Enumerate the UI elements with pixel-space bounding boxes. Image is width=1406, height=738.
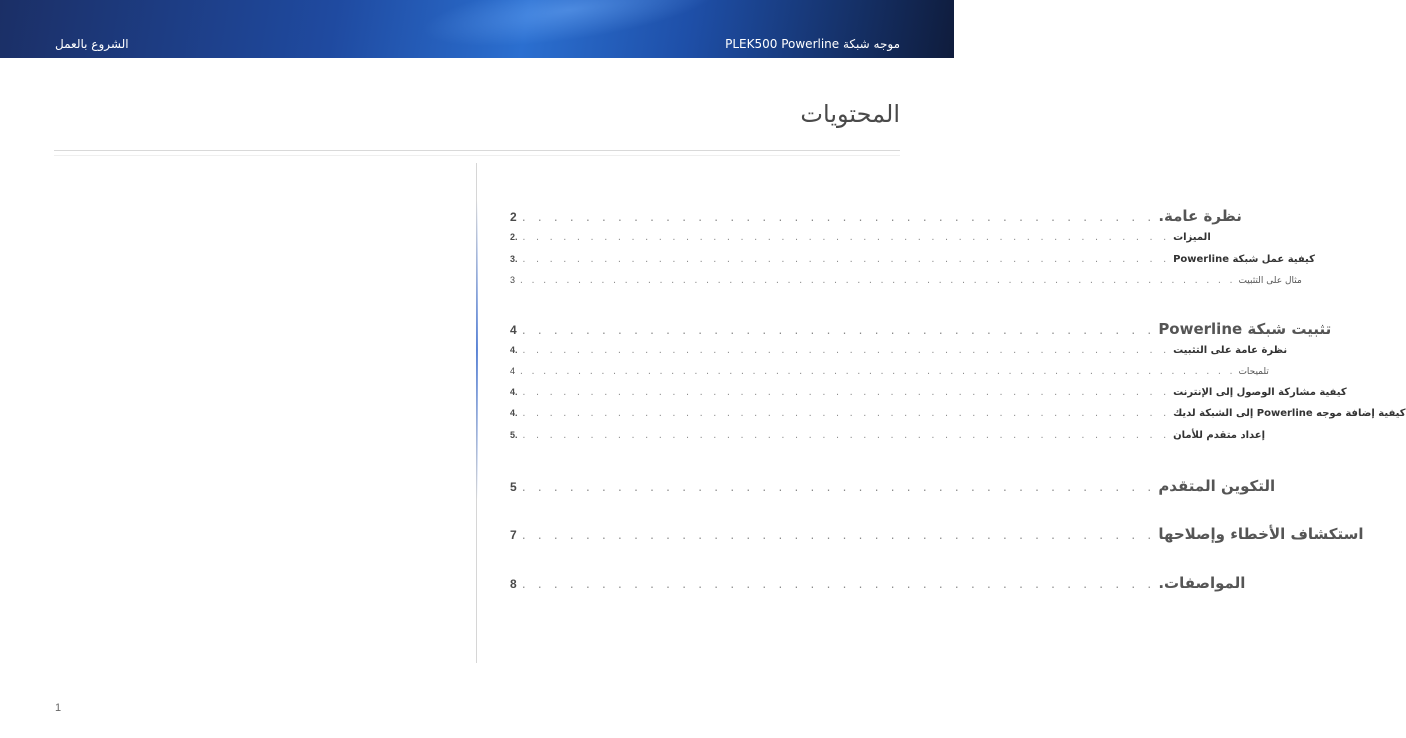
toc-leader-dots: . . . . . . . . . . . . . . . . . . . . . . . . . . . . . . . . . . . . . . . . xyxy=(520,326,1155,337)
toc-entry[interactable] xyxy=(510,254,1315,272)
toc-entry-label: كيفية إضافة موجه Powerline إلى الشبكة لديك xyxy=(1173,408,1406,419)
toc-page-number: 2. xyxy=(510,232,518,242)
toc-leader-dots: . . . . . . . . . . . . . . . . . . . . . . . . . . . . . . . . . . . . . . . . . . . . . . . . xyxy=(521,255,1170,264)
toc-page-number: 5 xyxy=(510,480,517,494)
page-header xyxy=(0,0,954,58)
page-title: المحتويات xyxy=(800,100,900,128)
toc-leader-dots: . . . . . . . . . . . . . . . . . . . . . . . . . . . . . . . . . . . . . . . . . . . . . . . . xyxy=(521,233,1170,242)
toc-page-number: 5. xyxy=(510,430,518,440)
toc-page-number: 3. xyxy=(510,254,518,264)
toc-entry-label: كيفية مشاركة الوصول إلى الإنترنت xyxy=(1173,387,1347,398)
toc-entry-label: تثبيت شبكة Powerline xyxy=(1158,320,1332,338)
toc-entry-label: المواصفات. xyxy=(1158,574,1246,592)
toc-entry[interactable] xyxy=(510,574,1246,592)
header-section-title: الشروع بالعمل xyxy=(55,37,129,51)
toc-leader-dots: . . . . . . . . . . . . . . . . . . . . . . . . . . . . . . . . . . . . . . . . . . . . . . . . xyxy=(521,409,1170,418)
toc-entry-label: نظرة عامة. xyxy=(1158,207,1242,225)
header-highlight xyxy=(417,0,722,61)
toc-entry[interactable] xyxy=(510,320,1332,338)
toc-entry[interactable] xyxy=(510,207,1242,225)
toc-page-number: 2 xyxy=(510,210,517,224)
page-number: 1 xyxy=(55,702,62,714)
toc-entry[interactable] xyxy=(510,477,1276,495)
toc-page-number: 4 xyxy=(510,323,517,337)
title-divider xyxy=(54,150,900,151)
toc-entry[interactable] xyxy=(510,345,1288,363)
toc-entry-label: تلميحات xyxy=(1238,367,1269,377)
toc-page-number: 4 xyxy=(510,366,516,376)
toc-entry[interactable] xyxy=(510,232,1211,250)
toc-page-number: 4. xyxy=(510,345,518,355)
toc-page-number: 4. xyxy=(510,387,518,397)
toc-entry[interactable] xyxy=(510,525,1364,543)
toc-leader-dots: . . . . . . . . . . . . . . . . . . . . . . . . . . . . . . . . . . . . . . . . . . . . . . . . xyxy=(521,346,1170,355)
title-divider-secondary xyxy=(54,155,900,156)
toc-entry-label: الميزات xyxy=(1173,232,1211,243)
toc-page-number: 4. xyxy=(510,408,518,418)
toc-leader-dots: . . . . . . . . . . . . . . . . . . . . . . . . . . . . . . . . . . . . . . . . . . . . . . . . xyxy=(521,388,1170,397)
toc-entry-label: استكشاف الأخطاء وإصلاحها xyxy=(1158,525,1364,543)
toc-page-number: 3 xyxy=(510,275,516,285)
toc-page-number: 8 xyxy=(510,577,517,591)
toc-entry[interactable] xyxy=(510,387,1347,405)
toc-entry-label: مثال على التثبيت xyxy=(1238,276,1302,286)
toc-entry-label: إعداد متقدم للأمان xyxy=(1173,430,1266,441)
column-divider-accent xyxy=(476,200,478,500)
toc-leader-dots: . . . . . . . . . . . . . . . . . . . . . . . . . . . . . . . . . . . . . . . . xyxy=(520,580,1155,591)
toc-leader-dots: . . . . . . . . . . . . . . . . . . . . . . . . . . . . . . . . . . . . . . . . xyxy=(520,213,1155,224)
toc-leader-dots: . . . . . . . . . . . . . . . . . . . . . . . . . . . . . . . . . . . . . . . . . . . . . . . . xyxy=(521,431,1170,440)
toc-entry[interactable] xyxy=(510,408,1406,426)
toc-entry-label: التكوين المتقدم xyxy=(1158,477,1276,495)
toc-entry[interactable] xyxy=(510,430,1266,448)
toc-entry[interactable] xyxy=(510,366,1269,384)
header-product-title: موجه شبكة PLEK500 Powerline xyxy=(725,37,900,51)
toc-leader-dots: . . . . . . . . . . . . . . . . . . . . . . . . . . . . . . . . . . . . . . . . xyxy=(520,483,1155,494)
toc-page-number: 7 xyxy=(510,528,517,542)
toc-entry-label: نظرة عامة على التثبيت xyxy=(1173,345,1288,356)
toc-leader-dots: . . . . . . . . . . . . . . . . . . . . . . . . . . . . . . . . . . . . . . . . . . . . . . . . . . . . . . . . . . . . . . xyxy=(519,276,1235,285)
toc-leader-dots: . . . . . . . . . . . . . . . . . . . . . . . . . . . . . . . . . . . . . . . . . . . . . . . . . . . . . . . . . . . . . . xyxy=(519,367,1235,376)
toc-entry[interactable] xyxy=(510,275,1302,293)
toc-leader-dots: . . . . . . . . . . . . . . . . . . . . . . . . . . . . . . . . . . . . . . . . xyxy=(520,531,1155,542)
toc-entry-label: كيفية عمل شبكة Powerline xyxy=(1173,254,1315,265)
